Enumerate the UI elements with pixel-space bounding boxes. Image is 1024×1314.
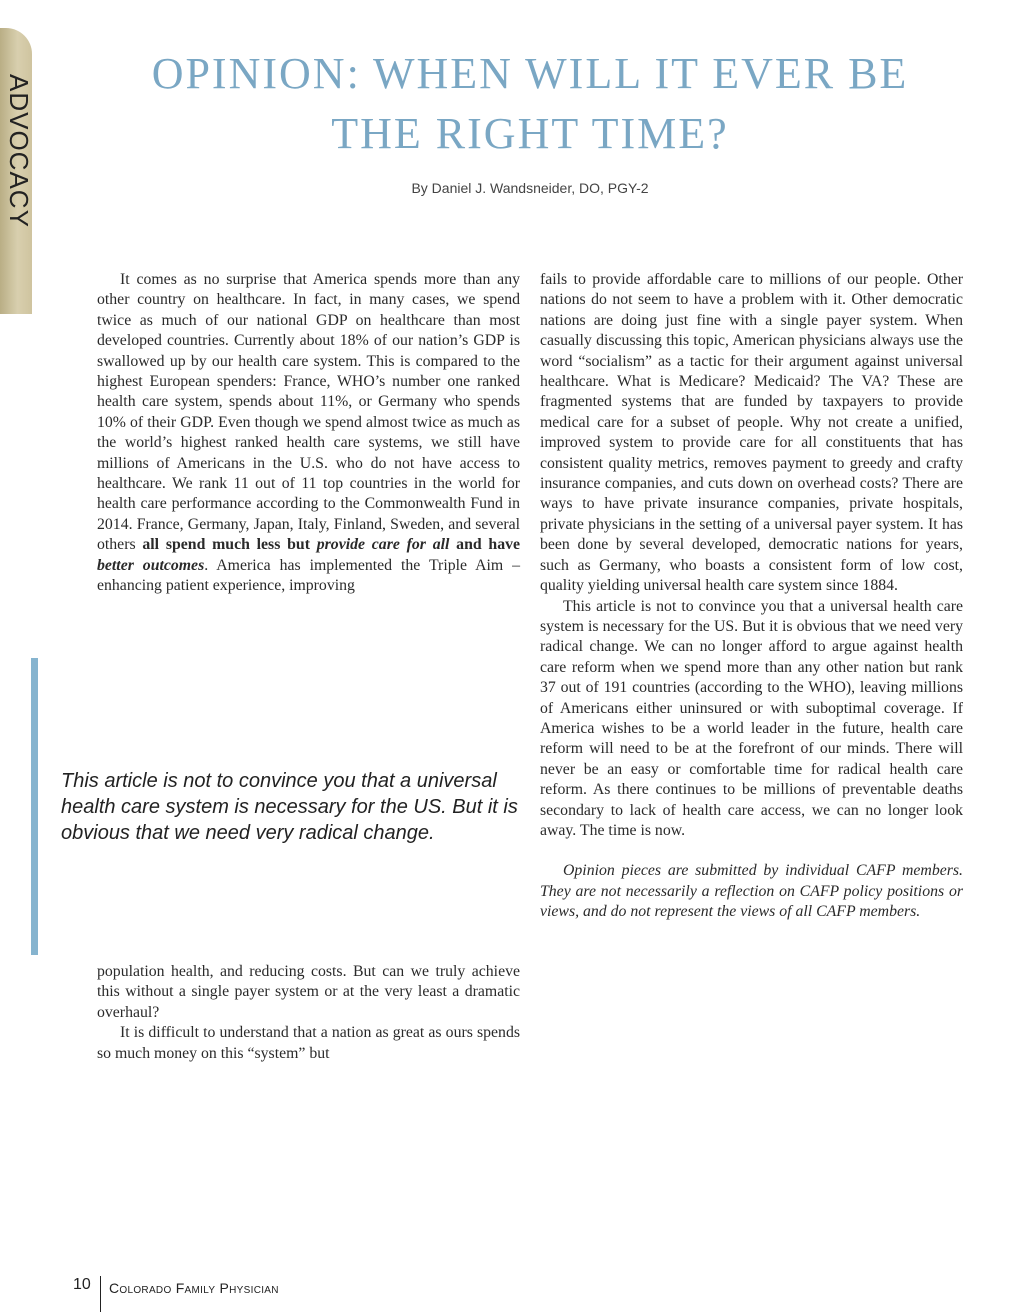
footer-divider	[100, 1276, 101, 1312]
publication-name: Colorado Family Physician	[109, 1280, 279, 1296]
bold-phrase: and have	[456, 536, 521, 554]
section-tab	[0, 28, 32, 314]
left-column-bottom	[97, 962, 520, 1064]
pull-quote-bar	[31, 658, 38, 955]
body-paragraph-3: This article is not to convince you that a universal health care system is necessary for the US. But it is obvious that we need very radical change. We can no longer afford to argue against health care reform when we spend more than any other nation but rank 37 out of 191 countries (according to the WHO), leaving millions of Americans either uninsured or with suboptimal coverage. If America wishes to be a world leader in the future, health care reform will need to be at the forefront of our minds. There will never be an easy or comfortable time for radical health care reform. As there continues to be millions of preventable deaths secondary to lack of health care access, we can no longer look away. The time is now.	[540, 597, 963, 839]
disclaimer: Opinion pieces are submitted by individual CAFP members. They are not necessarily a reflection on CAFP policy positions or views, and do not represent the views of all CAFP members.	[540, 862, 963, 921]
body-paragraph-1	[97, 270, 520, 597]
body-paragraph-1-continued: population health, and reducing costs. But can we truly achieve this without a single payer system or at the very least a dramatic overhaul?	[97, 963, 520, 1021]
body-paragraph-2: It is difficult to understand that a nation as great as ours spends so much money on this “system” but	[97, 1024, 520, 1062]
body-text: . America has implemented the Triple Aim – enhancing patient experience, improving	[97, 556, 521, 595]
article-title-line-1: OPINION: WHEN WILL IT EVER BE	[151, 49, 909, 98]
body-paragraph-2-continued: fails to provide affordable care to millions of our people. Other nations do not seem to have a problem with it. Other democratic nations are doing just fine with a single payer system. When casually discussing this topic, American physicians always use the word “socialism” as a tactic for their argument against universal healthcare. What is Medicare? Medicaid? The VA? These are fragmented systems that are funded by taxpayers to provide medical care for a subset of people. Why not create a unified, improved system to provide care for all constituents that has consistent quality metrics, removes payment to greedy and crafty insurance companies, and cuts down on overhead costs? There are ways to have private insurance companies, private hospitals, private physicians in the setting of a universal payer system. It has been done by several developed, democratic nations for years, such as Germany, who boasts a consistent form of low cost, quality yielding universal health care system since 1884.	[540, 271, 963, 595]
bold-italic-phrase: better outcomes	[97, 556, 205, 574]
section-tab-label: ADVOCACY	[4, 74, 34, 228]
page-number: 10	[73, 1276, 91, 1293]
bold-italic-phrase: provide care for all	[316, 536, 450, 554]
left-column-top	[97, 270, 520, 597]
body-text: It comes as no surprise that America spends more than any other country on healthcare. In fact, in many cases, we spend twice as much of our national GDP on healthcare than most developed countries. Currently about 18% of our nation’s GDP is swallowed up by our health care system. This is compared to the highest European spenders: France, WHO’s number one ranked health care system, spends about 11%, or Germany who spends 10% of their GDP. Even though we spend almost twice as much as the world’s highest ranked health care systems, we still have millions of Americans in the U.S. who do not have access to healthcare. We rank 11 out of 11 top countries in the world for health care performance according to the Commonwealth Fund in 2014. France, Germany, Japan, Italy, Finland, Sweden, and several others	[97, 271, 520, 554]
right-column	[540, 270, 963, 923]
pull-quote: This article is not to convince you that a universal health care system is necessary for the US. But it is obvious that we need very radical change.	[61, 770, 518, 844]
article-title	[60, 44, 1000, 164]
bold-phrase: all spend much less but	[142, 536, 310, 554]
byline: By Daniel J. Wandsneider, DO, PGY-2	[411, 180, 649, 196]
article-title-line-2: THE RIGHT TIME?	[331, 109, 729, 158]
